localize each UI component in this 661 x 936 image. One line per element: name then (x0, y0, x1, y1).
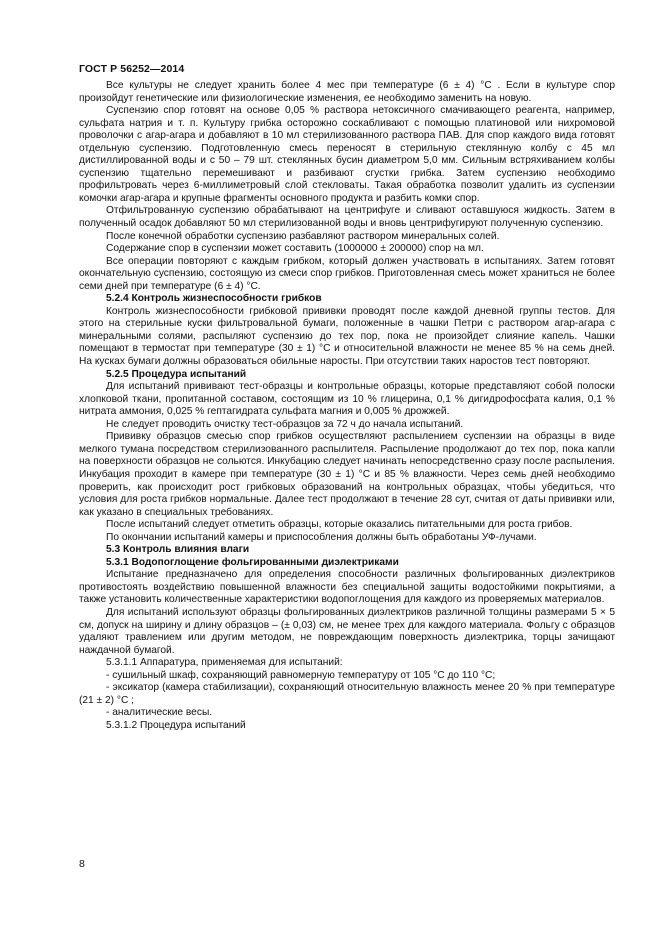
paragraph: Все операции повторяют с каждым грибком, который должен участвовать в испытаниях. Затем готовят окончательную суспензию, состоящую из смеси спор грибков. Приготовленная смесь может храниться не более семи дней при температуре (6 ± 4) °С. (79, 255, 615, 292)
paragraph: По окончании испытаний камеры и приспособления должны быть обработаны УФ-лучами. (106, 531, 537, 543)
list-item: - сушильный шкаф, сохраняющий равномерную температуру от 105 °С до 110 °С; (106, 669, 496, 681)
list-item: - эксикатор (камера стабилизации), сохраняющий относительную влажность менее 20 % при температуре (21 ± 2) °С ; (79, 682, 615, 706)
paragraph: После конечной обработки суспензию разбавляют раствором минеральных солей. (106, 230, 500, 242)
paragraph: 5.3.1.1 Аппаратура, применяемая для испытаний: (106, 657, 343, 669)
section-heading: 5.2.4 Контроль жизнеспособности грибков (106, 293, 322, 305)
list-item: - аналитические весы. (106, 707, 213, 719)
paragraph: Не следует проводить очистку тест-образцов за 72 ч до начала испытаний. (106, 418, 464, 430)
section-heading: 5.2.5 Процедура испытаний (106, 368, 247, 380)
paragraph: Прививку образцов смесью спор грибков осуществляют распылением суспензии на образцы в виде мелкого тумана посредством стерилизованного распылителя. Распыление продолжают до тех пор, пока капли на поверхности образцов не сольются. Инкубацию следует начинать непосредственно сразу после распыления. Инкубация проходит в камере при температуре (30 ± 1) °С и 85 % влажности. Через семь дней необходимо проверить, как происходит рост грибковых образований на контрольных образцах, чтобы убедиться, что условия для роста грибков нормальные. Далее тест продолжают в течение 28 сут, считая от даты прививки или, как указано в специальных требованиях. (79, 431, 615, 518)
document-header: ГОСТ Р 56252—2014 (79, 63, 185, 75)
paragraph: Для испытаний прививают тест-образцы и контрольные образцы, которые представляют собой полоски хлопковой ткани, пропитанной составом, состоящим из 10 % глицерина, 0,1 % дигидрофосфата калия, 0,1 % нитрата аммония, 0,025 % гептагидрата сульфата магния и 0,005 % дрожжей. (79, 381, 615, 418)
paragraph: Для испытаний используют образцы фольгированных диэлектриков различной толщины размерами 5 × 5 см, допуск на ширину и длину образцов – (± 0,03) см, не менее трех для каждого материала. Фольгу с образцов удаляют травлением или другим методом, не повреждающим поверхность диэлектрика, торцы зачищают наждачной бумагой. (79, 606, 615, 656)
paragraph: Содержание спор в суспензии может составить (1000000 ± 200000) спор на мл. (106, 243, 484, 255)
paragraph: 5.3.1.2 Процедура испытаний (106, 719, 246, 731)
paragraph: После испытаний следует отметить образцы, которые оказались питательными для роста грибов. (106, 519, 573, 531)
section-heading: 5.3 Контроль влияния влаги (106, 544, 250, 556)
section-heading: 5.3.1 Водопоглощение фольгированными диэлектриками (106, 556, 399, 568)
paragraph: Суспензию спор готовят на основе 0,05 % раствора нетоксичного смачивающего реагента, например, сульфата натрия и т. п. Культуру грибка осторожно соскабливают с помощью платиновой или нихромовой проволочки с агар-агара и добавляют в 10 мл стерилизованного раствора ПАВ. Для спор каждого вида готовят отдельную суспензию. Подготовленную смесь переносят в стерильную стеклянную колбу с 45 мл дистиллированной воды и с 50 – 79 шт. стеклянных бусин диаметром 5,0 мм. Сильным встряхиванием колбы суспензию тщательно перемешивают и разбивают сгустки грибка. Затем суспензию необходимо профильтровать через 6-миллиметровый слой стекловаты. Такая обработка позволит удалить из суспензии комочки агар-агара и крупные фрагменты основного продукта и разбить комки спор. (79, 105, 615, 204)
document-body (79, 80, 615, 732)
page-number: 8 (79, 858, 85, 870)
paragraph: Отфильтрованную суспензию обрабатывают на центрифуге и сливают оставшуюся жидкость. Затем в полученный осадок добавляют 50 мл стерилизованной воды и вновь центрифугируют полученную суспензию. (79, 205, 615, 230)
paragraph: Контроль жизнеспособности грибковой прививки проводят после каждой дневной группы тестов. Для этого на стерильные куски фильтровальной бумаги, положенные в чашки Петри с раствором агар-агара с минеральными солями, распыляют суспензию до тех пор, пока не произойдет слияние капель. Чашки помещают в термостат при температуре (30 ± 1) °С и относительной влажности не менее 85 % на семь дней. На кусках бумаги должны образоваться обильные наросты. При отсутствии таких наростов тест повторяют. (79, 305, 615, 368)
paragraph: Все культуры не следует хранить более 4 мес при температуре (6 ± 4) °С . Если в культуре спор произойдут генетические или физиологические изменения, ее необходимо заменить на новую. (79, 80, 615, 104)
paragraph: Испытание предназначено для определения способности различных фольгированных диэлектриков противостоять воздействию повышенной влажности без специальной защиты водостойкими покрытиями, а также установить количественные характеристики водопоглощения для каждого из проверяемых материалов. (79, 569, 615, 606)
